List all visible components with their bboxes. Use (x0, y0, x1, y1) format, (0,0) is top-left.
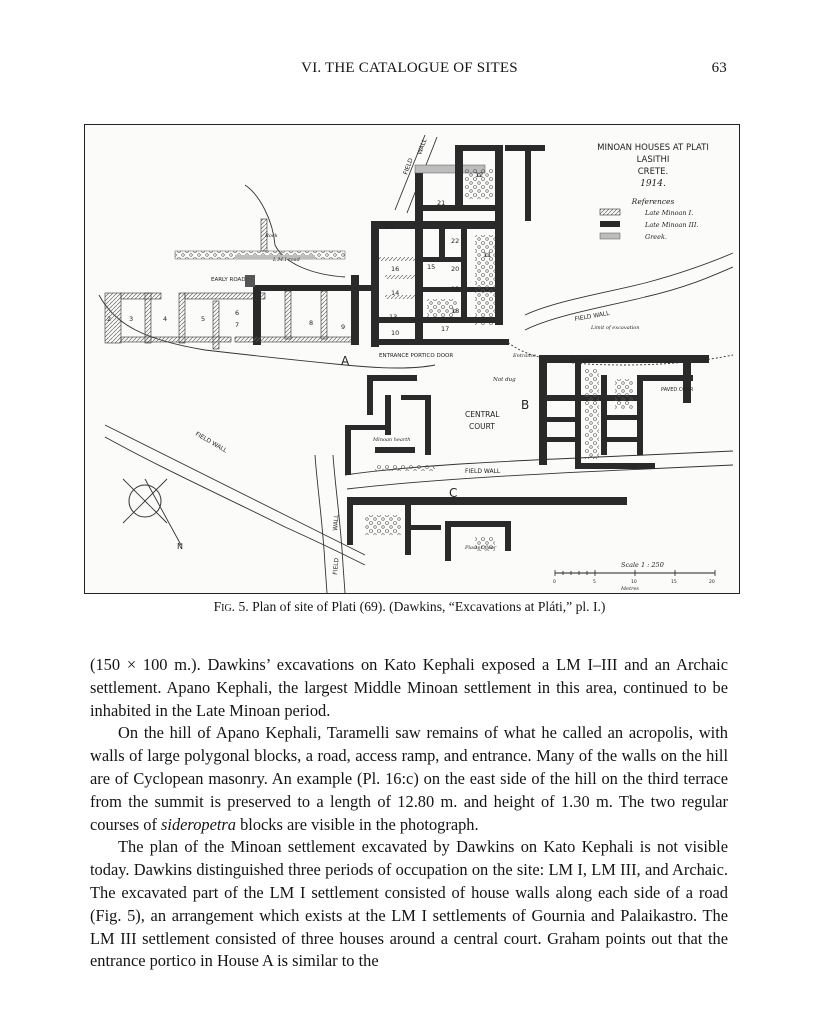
label-entrance-small: Entrance (513, 353, 537, 359)
label-field-wall-2: FIELD WALL (194, 430, 229, 455)
label-field-wall-4: FIELD (402, 157, 415, 176)
label-paved-court: PAVED COUR (661, 387, 694, 393)
label-not-dug: Not dug (493, 377, 516, 383)
room-13: 13 (389, 313, 398, 321)
north-label: N (177, 542, 183, 551)
label-minoan-hearth: Minoan hearth (373, 437, 411, 443)
label-field-wall-1: FIELD WALL (574, 309, 611, 323)
room-5: 5 (201, 315, 206, 323)
scale-tick-15: 15 (671, 580, 677, 585)
room-18: 18 (451, 307, 460, 315)
page-number: 63 (711, 60, 727, 76)
scale-tick-10: 10 (631, 580, 637, 585)
room-10: 10 (391, 329, 400, 337)
scale-label: Scale 1 : 250 (621, 561, 664, 569)
room-23: 23 (385, 223, 394, 231)
legend-swatch-greek (600, 233, 620, 239)
paragraph-2 (90, 722, 728, 836)
label-field-wall-6: FIELD (332, 557, 341, 576)
plan-title-block (597, 143, 709, 241)
label-house-a: A (341, 354, 350, 368)
room-8: 8 (309, 319, 314, 327)
paragraph-2-text-b: blocks are visible in the photograph. (235, 814, 479, 834)
label-house-b: B (521, 398, 530, 412)
label-plaster-floor: Plaster floor (465, 545, 497, 551)
running-head-title: VI. THE CATALOGUE OF SITES (301, 60, 518, 76)
figure-caption (0, 599, 819, 615)
site-plan-figure (84, 124, 740, 594)
scale-tick-0: 0 (553, 580, 556, 585)
house-b (539, 355, 709, 469)
legend-label-greek: Greek. (645, 233, 667, 241)
room-4: 4 (163, 315, 168, 323)
legend-title: References (631, 197, 675, 206)
room-12: 12 (475, 171, 484, 179)
scale-bar (553, 561, 715, 592)
room-15: 15 (427, 263, 436, 271)
paragraph-3: The plan of the Minoan settlement excavated by Dawkins on Kato Kephali is not visible today. Dawkins distinguished three periods of occupation on the site: LM I, LM III, and Archaic. The excavated part of the LM I settlement consisted of house walls along each side of a road (Fig. 5), an arrangement which exists at the LM I settlements of Gournia and Palaikastro. The LM III settlement consisted of three houses around a central court. Graham points out that the entrance portico in House A is similar to the (90, 837, 728, 971)
paragraph-2-text-a: On the hill of Apano Kephali, Taramelli saw remains of what he called an acropolis, with walls of large polygonal blocks, a road, access ramp, and entrance. Many of the walls on the hill are of Cyclopean masonry. An example (Pl. 16:c) on the east side of the hill on the third terrace from the summit is preserved to a length of 12.80 m. and height of 1.30 m. The two regular courses of (90, 723, 728, 834)
house-c (347, 497, 627, 561)
plan-title-line-2: LASITHI (636, 155, 670, 165)
label-early-road: EARLY ROAD (211, 277, 246, 283)
scale-unit: Metres (621, 586, 640, 592)
room-17: 17 (441, 325, 450, 333)
room-3: 3 (129, 315, 134, 323)
label-lm1-road: L.M.I road (273, 257, 300, 263)
room-20: 20 (451, 265, 460, 273)
label-field-wall-3: FIELD WALL (465, 468, 501, 475)
room-21: 21 (437, 199, 446, 207)
figure-caption-text: Plan of site of Plati (69). (Dawkins, “Excavations at Pláti,” pl. I.) (252, 599, 606, 614)
scale-tick-20: 20 (709, 580, 715, 585)
label-field-wall-7: WALL (332, 514, 341, 532)
paragraph-1: (150 × 100 m.). Dawkins’ excavations on Kato Kephali exposed a LM I–III and an Archaic settlement. Apano Kephali, the largest Middle Minoan settlement in this area, continued to be inhabited in the Late Minoan period. (90, 655, 728, 720)
room-7: 7 (235, 321, 240, 329)
house-block-west (105, 219, 371, 349)
legend-label-lm3: Late Minoan III. (645, 221, 699, 229)
room-11: 11 (483, 251, 492, 259)
room-22: 22 (451, 237, 460, 245)
plan-title-line-1: MINOAN HOUSES AT PLATI (597, 143, 709, 153)
label-entrance: ENTRANCE PORTICO DOOR (379, 353, 454, 359)
site-plan-drawing (85, 125, 739, 593)
legend-label-lm1: Late Minoan I. (645, 209, 694, 217)
label-field-wall-5: WALL (416, 137, 429, 156)
label-limit-excavation: Limit of excavation (591, 325, 640, 331)
plan-title-line-3: CRETE. (637, 167, 669, 177)
house-court-west (345, 375, 435, 475)
north-arrow (123, 479, 183, 551)
legend-swatch-lm3 (600, 221, 620, 227)
paragraph-2-italic-term: sideropetra (161, 814, 236, 834)
room-16: 16 (391, 265, 400, 273)
scale-tick-5: 5 (593, 580, 596, 585)
room-19: 19 (451, 285, 460, 293)
plan-title-line-4: 1914. (640, 179, 666, 189)
label-pavement: Pavement (571, 357, 596, 363)
body-text (90, 654, 728, 973)
label-house-c: C (449, 486, 458, 500)
label-central-court-2: COURT (469, 422, 495, 431)
room-2: 2 (107, 315, 112, 323)
legend-swatch-lm1 (600, 209, 620, 215)
label-rock: Rock (265, 233, 278, 239)
room-14: 14 (391, 289, 400, 297)
running-head (0, 60, 819, 80)
room-6: 6 (235, 309, 240, 317)
label-central-court-1: CENTRAL (465, 410, 500, 419)
room-9: 9 (341, 323, 346, 331)
figure-caption-label: Fig. 5. (213, 599, 249, 614)
